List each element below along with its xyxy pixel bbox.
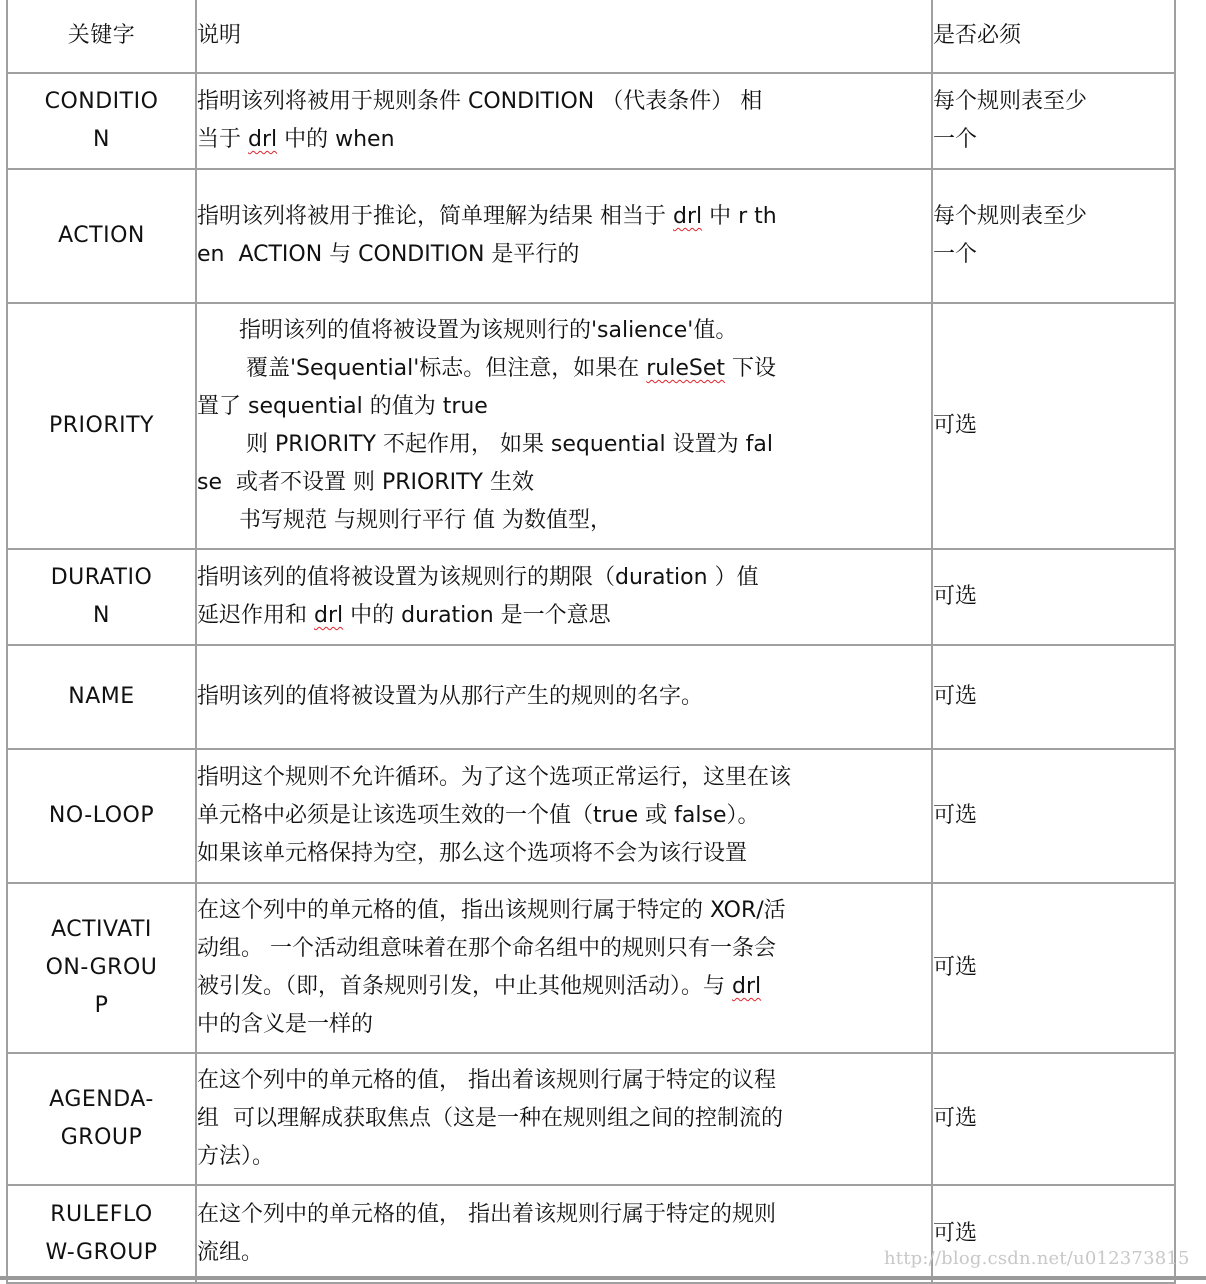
cell-text-line: 置了 sequential 的值为 true bbox=[197, 394, 488, 419]
cell-text-line: 动组。 一个活动组意味着在那个命名组中的规则只有一条会 bbox=[197, 936, 776, 961]
table-row bbox=[7, 749, 1175, 883]
cell-text-line: 覆盖'Sequential'标志。但注意，如果在 ruleSet 下设 bbox=[197, 356, 777, 381]
cell-text-line: N bbox=[93, 127, 110, 152]
spellcheck-underline: ruleSet bbox=[646, 356, 726, 381]
cell-text-line: NO-LOOP bbox=[48, 803, 155, 828]
cell-text-line: 在这个列中的单元格的值， 指出着该规则行属于特定的议程 bbox=[197, 1068, 776, 1093]
table-row bbox=[7, 73, 1175, 169]
cell-text-line: GROUP bbox=[60, 1125, 143, 1150]
cell-text-line: 可选 bbox=[933, 1106, 978, 1131]
cell-text-line: AGENDA- bbox=[49, 1087, 154, 1112]
cell-text-line: P bbox=[94, 993, 109, 1018]
header-required bbox=[932, 0, 1175, 73]
description-cell bbox=[196, 73, 932, 169]
required-cell bbox=[932, 1053, 1175, 1185]
cell-text-line: 可选 bbox=[933, 413, 978, 438]
cell-text-line: 则 PRIORITY 不起作用， 如果 sequential 设置为 fal bbox=[197, 432, 773, 457]
cell-text-line: 指明该列将被用于推论，简单理解为结果 相当于 drl 中 r th bbox=[197, 204, 777, 229]
keyword-cell bbox=[7, 303, 196, 549]
cell-text-line: ACTION bbox=[58, 223, 145, 248]
keyword-table bbox=[6, 0, 1176, 1284]
bottom-divider bbox=[0, 1276, 1206, 1280]
cell-text-line: PRIORITY bbox=[48, 413, 154, 438]
cell-text-line: 每个规则表至少 bbox=[933, 204, 1088, 229]
cell-text-line: 方法）。 bbox=[197, 1144, 275, 1169]
cell-text-line: ON-GROU bbox=[45, 955, 158, 980]
cell-text-line: 可选 bbox=[933, 803, 978, 828]
description-cell bbox=[196, 645, 932, 749]
table-row bbox=[7, 645, 1175, 749]
description-cell bbox=[196, 169, 932, 303]
cell-text-line: 单元格中必须是让该选项生效的一个值（true 或 false）。 bbox=[197, 803, 760, 828]
cell-text-line: 流组。 bbox=[197, 1240, 264, 1265]
keyword-cell bbox=[7, 169, 196, 303]
cell-text-line: 指明该列的值将被设置为该规则行的期限（duration ）值 bbox=[197, 565, 759, 590]
cell-text-line: DURATIO bbox=[50, 565, 153, 590]
cell-text-line: en ACTION 与 CONDITION 是平行的 bbox=[197, 242, 580, 267]
cell-text-line: 当于 drl 中的 when bbox=[197, 127, 395, 152]
cell-text-line: 书写规范 与规则行平行 值 为数值型， bbox=[197, 508, 612, 533]
description-cell bbox=[196, 1053, 932, 1185]
cell-text-line: 中的含义是一样的 bbox=[197, 1012, 374, 1037]
required-cell bbox=[932, 645, 1175, 749]
header-row bbox=[7, 0, 1175, 73]
keyword-cell bbox=[7, 73, 196, 169]
required-cell bbox=[932, 883, 1175, 1053]
header-required-label: 是否必须 bbox=[933, 23, 1022, 48]
cell-text-line: 被引发。（即，首条规则引发，中止其他规则活动）。与 drl bbox=[197, 974, 762, 999]
keyword-cell bbox=[7, 645, 196, 749]
keyword-cell bbox=[7, 1185, 196, 1283]
cell-text-line: 可选 bbox=[933, 1221, 978, 1246]
cell-text-line: 延迟作用和 drl 中的 duration 是一个意思 bbox=[197, 603, 611, 628]
cell-text-line: 组 可以理解成获取焦点（这是一种在规则组之间的控制流的 bbox=[197, 1106, 783, 1131]
required-cell bbox=[932, 169, 1175, 303]
spellcheck-underline: drl bbox=[732, 974, 762, 999]
cell-text-line: se 或者不设置 则 PRIORITY 生效 bbox=[197, 470, 534, 495]
cell-text-line: 指明该列的值将被设置为该规则行的'salience'值。 bbox=[197, 318, 738, 343]
table-row bbox=[7, 303, 1175, 549]
cell-text-line: 一个 bbox=[933, 242, 978, 267]
cell-text-line: ACTIVATI bbox=[51, 917, 152, 942]
header-description bbox=[196, 0, 932, 73]
cell-text-line: 一个 bbox=[933, 127, 978, 152]
cell-text-line: 可选 bbox=[933, 955, 978, 980]
spellcheck-underline: drl bbox=[314, 603, 344, 628]
keyword-cell bbox=[7, 883, 196, 1053]
keyword-cell bbox=[7, 749, 196, 883]
cell-text-line: NAME bbox=[68, 684, 135, 709]
cell-text-line: 可选 bbox=[933, 684, 978, 709]
required-cell bbox=[932, 73, 1175, 169]
keyword-cell bbox=[7, 549, 196, 645]
cell-text-line: 每个规则表至少 bbox=[933, 89, 1088, 114]
cell-text-line: 在这个列中的单元格的值，指出该规则行属于特定的 XOR/活 bbox=[197, 898, 786, 923]
required-cell bbox=[932, 549, 1175, 645]
spellcheck-underline: drl bbox=[248, 127, 278, 152]
header-keyword bbox=[7, 0, 196, 73]
description-cell bbox=[196, 303, 932, 549]
cell-text-line: 指明该列的值将被设置为从那行产生的规则的名字。 bbox=[197, 684, 704, 709]
table-row bbox=[7, 549, 1175, 645]
required-cell bbox=[932, 749, 1175, 883]
watermark-text: http://blog.csdn.net/u012373815 bbox=[884, 1248, 1190, 1269]
cell-text-line: 如果该单元格保持为空，那么这个选项将不会为该行设置 bbox=[197, 841, 748, 866]
cell-text-line: 在这个列中的单元格的值， 指出着该规则行属于特定的规则 bbox=[197, 1202, 776, 1227]
cell-text-line: CONDITIO bbox=[44, 89, 159, 114]
cell-text-line: N bbox=[93, 603, 110, 628]
required-cell bbox=[932, 303, 1175, 549]
cell-text-line: W-GROUP bbox=[45, 1240, 158, 1265]
table-row bbox=[7, 169, 1175, 303]
description-cell bbox=[196, 1185, 932, 1283]
description-cell bbox=[196, 549, 932, 645]
header-description-label: 说明 bbox=[197, 23, 242, 48]
cell-text-line: 可选 bbox=[933, 584, 978, 609]
header-keyword-label: 关键字 bbox=[67, 23, 136, 48]
cell-text-line: 指明该列将被用于规则条件 CONDITION （代表条件） 相 bbox=[197, 89, 763, 114]
table-row bbox=[7, 1053, 1175, 1185]
cell-text-line: 指明这个规则不允许循环。为了这个选项正常运行，这里在该 bbox=[197, 765, 792, 790]
cell-text-line: RULEFLO bbox=[50, 1202, 153, 1227]
table-row bbox=[7, 883, 1175, 1053]
description-cell bbox=[196, 883, 932, 1053]
description-cell bbox=[196, 749, 932, 883]
spellcheck-underline: drl bbox=[673, 204, 703, 229]
keyword-cell bbox=[7, 1053, 196, 1185]
